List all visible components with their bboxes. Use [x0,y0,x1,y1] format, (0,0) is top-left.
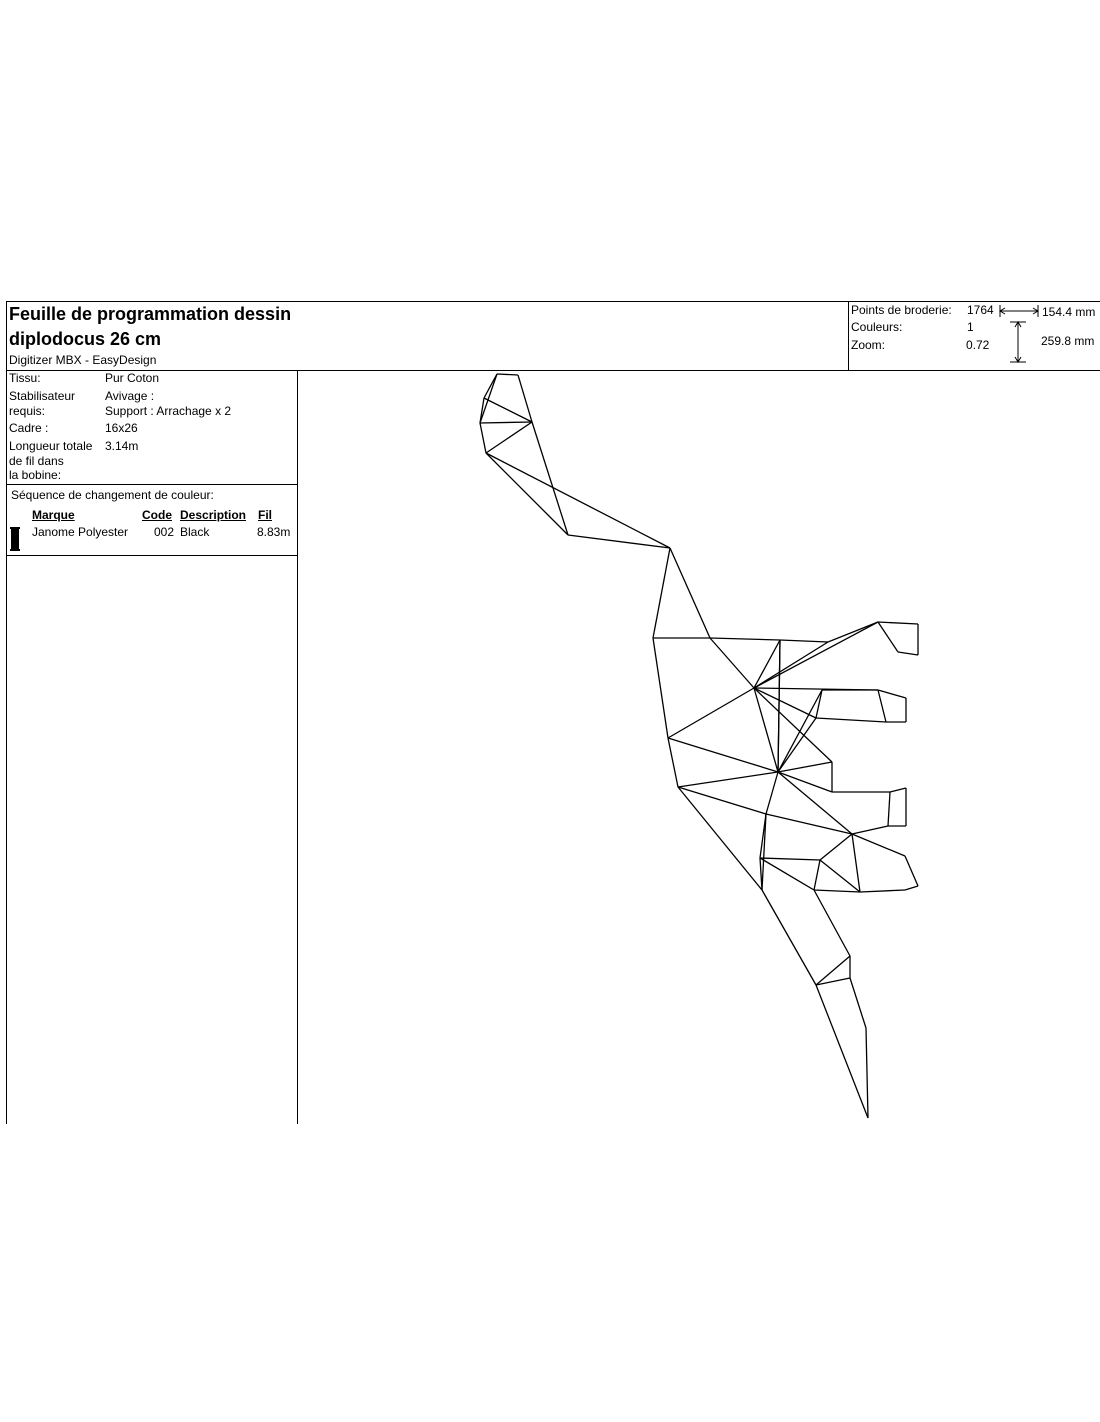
tissu-value: Pur Coton [105,371,160,385]
thread-spool-icon [10,527,20,551]
frame-label: Cadre : [9,421,49,435]
design-stitch-line [852,826,888,834]
thread-length-label-3: la bobine: [9,468,62,482]
design-stitch-line [778,772,852,834]
column-header-code: Code [142,508,172,522]
design-stitch-line [678,772,778,787]
thread-description: Black [180,525,210,539]
design-stitch-line [532,422,568,535]
design-stitch-line [816,956,850,985]
color-sequence-heading: Séquence de changement de couleur: [11,488,214,502]
design-stitch-line [778,640,780,772]
design-stitch-line [828,622,878,642]
points-value: 1764 [967,303,994,317]
design-stitch-line [678,787,766,814]
sheet-title-line2: diplodocus 26 cm [9,329,162,349]
diplodocus-design [298,371,1100,1124]
design-canvas [298,371,1100,1124]
design-stitch-line [710,638,780,640]
software-label: Digitizer MBX - EasyDesign [9,353,157,367]
design-stitch-line [814,890,860,892]
design-stitch-line [754,688,778,772]
design-stitch-line [905,886,918,890]
height-value: 259.8 mm [1041,334,1095,348]
design-stitch-line [816,690,822,718]
design-stitch-line [754,642,828,688]
colors-value: 1 [967,320,974,334]
design-stitch-line [480,398,484,423]
width-dimension-icon [999,303,1039,319]
design-stitch-line [816,718,886,722]
thread-length-label-1: Longueur totale [9,439,93,453]
column-header-brand: Marque [32,508,75,522]
design-stitch-line [860,890,905,892]
design-stitch-line [898,652,918,655]
design-stitch-line [852,834,905,856]
design-stitch-line [762,890,816,985]
design-stitch-line [778,772,832,792]
design-stitch-line [778,718,816,772]
design-stitch-line [866,1028,868,1118]
thread-code: 002 [154,525,175,539]
programming-sheet [6,301,1100,1124]
design-stitch-line [760,858,814,890]
design-stitch-line [668,688,754,738]
width-value: 154.4 mm [1042,305,1096,319]
thread-length: 8.83m [257,525,291,539]
design-stitch-line [568,535,670,548]
design-stitch-line [668,738,678,787]
design-stitch-line [852,834,860,892]
design-stitch-line [878,622,918,624]
sheet-left-border [6,301,7,1124]
design-stitch-line [653,548,670,638]
design-stitch-line [780,640,828,642]
design-stitch-line [814,860,820,890]
sequence-divider [6,555,298,556]
design-stitch-line [668,738,778,772]
design-stitch-line [878,690,906,698]
thread-brand: Janome Polyester [32,525,129,539]
stabilizer-label-2: requis: [9,404,46,418]
design-stitch-line [878,622,898,652]
design-stitch-line [486,453,670,548]
frame-value: 16x26 [105,421,138,435]
design-stitch-line [778,762,832,772]
points-label: Points de broderie: [851,303,952,317]
design-stitch-line [486,453,568,535]
design-stitch-line [754,688,816,718]
design-stitch-line [816,985,868,1118]
sheet-top-border [6,301,1100,302]
stats-box-border [848,301,849,370]
tissu-label: Tissu: [9,371,41,385]
design-stitch-line [480,423,486,453]
design-stitch-line [890,788,906,792]
stabilizer-value-2: Support : Arrachage x 2 [105,404,232,418]
design-stitch-line [888,792,890,826]
design-stitch-line [905,856,918,886]
design-stitch-line [766,772,778,814]
specs-divider [6,484,298,485]
height-dimension-icon [1008,321,1028,363]
design-stitch-line [653,638,668,738]
stabilizer-label-1: Stabilisateur [9,389,76,403]
design-stitch-line [820,860,860,892]
colors-label: Couleurs: [851,320,903,334]
design-stitch-line [710,638,754,688]
design-stitch-line [814,890,850,956]
column-header-description: Description [180,508,247,522]
thread-length-label-2: de fil dans [9,454,64,468]
design-stitch-line [518,375,532,422]
thread-length-value: 3.14m [105,439,139,453]
design-stitch-line [678,787,762,890]
design-stitch-line [480,374,497,423]
design-stitch-line [484,398,532,422]
zoom-label: Zoom: [851,338,886,352]
design-stitch-line [486,422,532,453]
design-stitch-line [760,858,820,860]
design-stitch-line [850,978,866,1028]
design-stitch-line [480,422,532,423]
sheet-title-line1: Feuille de programmation dessin [9,304,292,324]
design-stitch-line [878,690,886,722]
design-stitch-line [497,374,518,375]
column-header-thread: Fil [258,508,272,522]
zoom-value: 0.72 [966,338,990,352]
stabilizer-value-1: Avivage : [105,389,155,403]
design-stitch-line [820,834,852,860]
design-stitch-line [670,548,710,638]
